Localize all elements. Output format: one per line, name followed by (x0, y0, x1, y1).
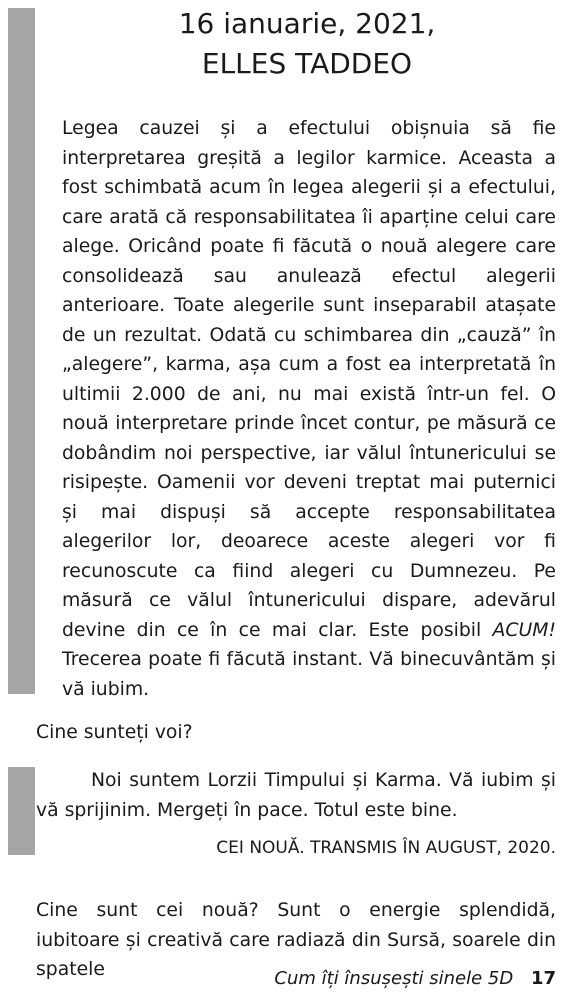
margin-bar (8, 8, 35, 694)
message-emphasis: ACUM! (492, 619, 556, 641)
quote-attribution: CEI NOUĂ. TRANSMIS ÎN AUGUST, 2020. (216, 838, 556, 858)
quote-bar (8, 767, 35, 855)
entry-date: 16 ianuarie, 2021, (178, 7, 436, 40)
channeled-message (62, 114, 556, 704)
message-text: Legea cauzei și a efectului obișnuia să fie interpretarea greșită a legilor karmice. Aceasta a fost schimbată acum în legea alegerii și a efectului, care arată că responsabilitatea îi aparține celui care alege. Oricând poate fi făcută o nouă alegere care consolidează sau anulează efectul alegerii anterioare. Toate alegerile sunt inseparabil atașate de un rezultat. Odată cu schimbarea din „cauză” în „alegere”, karma, așa cum a fost ea interpretată în ultimii 2.000 de ani, nu mai există într-un fel. O nouă interpretare prinde încet contur, pe măsură ce dobândim noi perspective, iar vălul întunericului se risipește. Oamenii vor deveni treptat mai puternici și mai dispuși să accepte responsabilitatea alegerilor lor, deoarece aceste alegeri vor fi recunoscute ca fiind alegeri cu Dumnezeu. Pe măsură ce vălul întunericului dispare, adevărul devine din ce în ce mai clar. Este posibil (62, 118, 556, 641)
question-text: Cine sunteți voi? (36, 722, 193, 743)
entry-author: ELLES TADDEO (201, 47, 413, 80)
page-number: 17 (530, 968, 556, 989)
closing-paragraph: Cine sunt cei nouă? Sunt o energie splendidă, iubitoare și creativă care radiază din Sursă, soarele din spatele (36, 900, 556, 980)
quote-text: Noi suntem Lorzii Timpului și Karma. Vă iubim și vă sprijinim. Mergeți în pace. Totul este bine. (36, 770, 556, 821)
page-footer (274, 966, 556, 992)
book-title: Cum îți însușești sinele 5D (274, 968, 514, 989)
message-text-end: Trecerea poate fi făcută instant. Vă binecuvântăm și vă iubim. (62, 649, 556, 700)
